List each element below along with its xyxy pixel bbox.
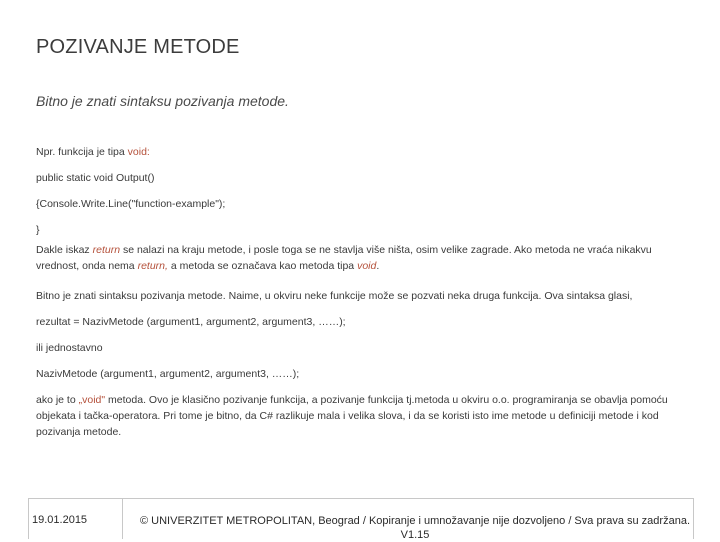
paragraph-return — [36, 242, 688, 274]
text: Dakle iskaz — [36, 244, 93, 256]
slide-body — [36, 144, 688, 440]
code-line-close: } — [36, 224, 40, 236]
slide-title: POZIVANJE METODE — [36, 36, 240, 58]
text: a metoda se označava kao metoda tipa — [167, 260, 358, 272]
text-or: ili jednostavno — [36, 342, 103, 354]
line-example-intro — [36, 144, 688, 160]
keyword-void: void: — [127, 146, 150, 158]
keyword-void: void — [357, 260, 377, 272]
footer-date: 19.01.2015 — [32, 514, 88, 526]
keyword-return: return, — [137, 260, 168, 272]
keyword-void: „void" — [78, 394, 106, 406]
footer-copyright: © UNIVERZITET METROPOLITAN, Beograd / Kopiranje i umnožavanje nije dozvoljeno / Sva prava su zadržana. V1.15 — [140, 515, 690, 541]
code-line-body: {Console.Write.Line("function-example"); — [36, 198, 226, 210]
code-line-signature: public static void Output() — [36, 172, 155, 184]
paragraph-syntax: Bitno je znati sintaksu pozivanja metode. Naime, u okviru neke funkcije može se pozvati neka druga funkcija. Ova sintaksa glasi, — [36, 290, 633, 302]
slide-subtitle: Bitno je znati sintaksu pozivanja metode. — [36, 93, 289, 109]
footer-divider — [122, 499, 123, 539]
text: se nalazi na kraju metode, i posle toga se ne stavlja više ništa, osim velike zagrade. Ako metoda ne vraća nikakvu vrednost, onda nema — [36, 244, 652, 272]
code-line-call: NazivMetode (argument1, argument2, argument3, ……); — [36, 368, 300, 380]
keyword-return: return — [92, 244, 121, 256]
footer — [28, 498, 694, 539]
paragraph-void-call — [36, 392, 688, 440]
text: metoda. Ovo je klasično pozivanje funkcija, a pozivanje funkcija tj.metoda u okviru o.o. programiranja se obavlja pomoću objekata i tačka-operatora. Pri tome je bitno, da C# razlikuje mala i velika slova, i da se koristi isto ime metode u definiciji metode i kod pozivanja metode. — [36, 394, 668, 438]
text: Npr. funkcija je tipa — [36, 146, 128, 158]
text: . — [376, 260, 380, 272]
code-line-assign: rezultat = NazivMetode (argument1, argument2, argument3, ……); — [36, 316, 346, 328]
text: ako je to — [36, 394, 79, 406]
